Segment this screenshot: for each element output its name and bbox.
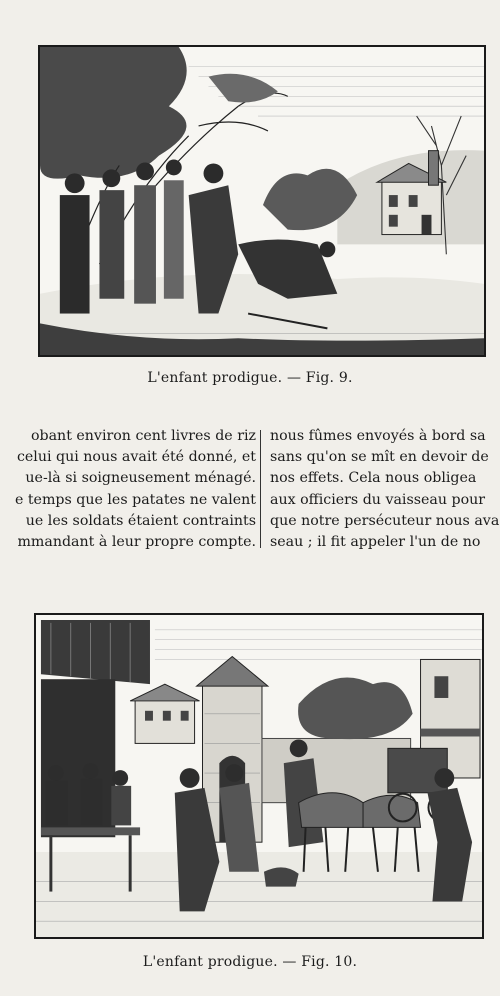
text-line: nos effets. Cela nous obligea: [270, 470, 477, 487]
text-line: ue les soldats étaient contraints: [25, 512, 256, 529]
text-line: obant environ cent livres de riz: [30, 428, 256, 444]
figure-10-engraving: [34, 613, 484, 939]
figure-9-illustration: [40, 47, 484, 355]
text-line: nous fûmes envoyés à bord sa: [270, 428, 486, 444]
text-line: e temps que les patates ne valent: [14, 491, 256, 508]
text-line: aux officiers du vaisseau pour: [270, 491, 486, 508]
figure-9-engraving: [38, 45, 486, 357]
column-divider: [260, 430, 261, 548]
text-line: celui qui nous avait été donné, et: [16, 449, 256, 466]
text-line: sans qu'on se mît en devoir de: [270, 449, 489, 466]
text-line: seau ; il fit appeler l'un de no: [270, 534, 481, 551]
text-column-left: [0, 426, 256, 552]
text-line: mmandant à leur propre compte.: [17, 534, 256, 551]
text-line: que notre persécuteur nous ava: [270, 512, 500, 529]
text-column-right: [270, 426, 500, 552]
figure-10-caption: L'enfant prodigue. — Fig. 10.: [142, 954, 358, 970]
text-line: ue-là si soigneusement ménagé.: [25, 470, 256, 487]
figure-9-caption: L'enfant prodigue. — Fig. 9.: [147, 370, 353, 386]
figure-10-illustration: [36, 615, 482, 937]
